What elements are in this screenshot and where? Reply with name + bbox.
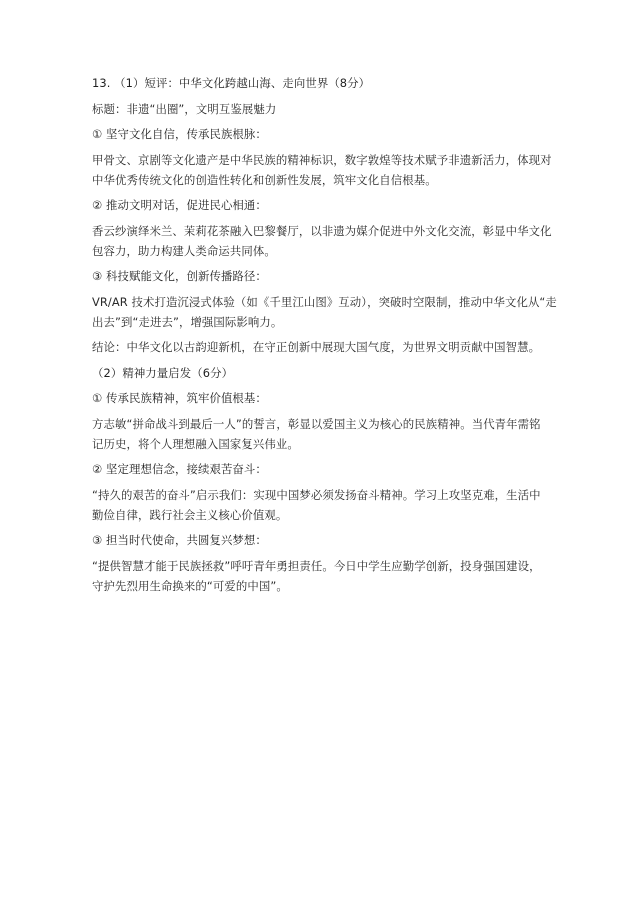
question-heading: 13. （1）短评：中华文化跨越山海、走向世界（8分） (92, 76, 371, 90)
answer-text-block (92, 76, 562, 594)
part-2-heading: （2）精神力量启发（6分） (92, 365, 234, 380)
point-3-body-line: 出去”到“走进去”，增强国际影响力。 (92, 314, 283, 329)
point-1-body-line: 中华优秀传统文化的创造性转化和创新性发展，筑牢文化自信根基。 (92, 172, 437, 187)
point-2-body-line: 包容力，助力构建人类命运共同体。 (92, 243, 276, 258)
part-2-point-2-body-line: “持久的艰苦的奋斗”启示我们：实现中国梦必须发扬奋斗精神。学习上攻坚克难，生活中 (92, 487, 541, 502)
part-2-point-1-heading: ① 传承民族精神，筑牢价值根基： (92, 391, 267, 405)
point-1-heading: ① 坚守文化自信，传承民族根脉： (92, 127, 267, 141)
part-2-point-3-body-line: 守护先烈用生命换来的“可爱的中国”。 (92, 578, 288, 593)
point-3-heading: ③ 科技赋能文化，创新传播路径： (92, 269, 267, 283)
point-2-heading: ② 推动文明对话，促进民心相通： (92, 198, 267, 212)
part-2-point-3-heading: ③ 担当时代使命，共圆复兴梦想： (92, 533, 267, 547)
part-2-point-3-body-line: “提供智慧才能于民族拯救”呼吁青年勇担责任。今日中学生应勤学创新，投身强国建设， (92, 558, 541, 573)
point-3-body-line: VR/AR 技术打造沉浸式体验（如《千里江山图》互动），突破时空限制，推动中华文化从“走 (92, 294, 557, 309)
point-1-body-line: 甲骨文、京剧等文化遗产是中华民族的精神标识，数字敦煌等技术赋予非遗新活力，体现对 (92, 152, 552, 167)
point-2-body-line: 香云纱演绎米兰、茉莉花茶融入巴黎餐厅，以非遗为媒介促进中外文化交流，彰显中华文化 (92, 223, 552, 238)
part-2-point-1-body-line: 方志敏“拼命战斗到最后一人”的誓言，彰显以爱国主义为核心的民族精神。当代青年需铭 (92, 416, 541, 431)
conclusion-line: 结论：中华文化以古韵迎新机，在守正创新中展现大国气度，为世界文明贡献中国智慧。 (92, 340, 541, 354)
part-2-point-2-heading: ② 坚定理想信念，接续艰苦奋斗： (92, 462, 267, 476)
part-2-point-1-body-line: 记历史，将个人理想融入国家复兴伟业。 (92, 436, 299, 451)
part-2-point-2-body-line: 勤俭自律，践行社会主义核心价值观。 (92, 507, 288, 522)
essay-title: 标题：非遗“出圈”，文明互鉴展魅力 (92, 101, 277, 116)
